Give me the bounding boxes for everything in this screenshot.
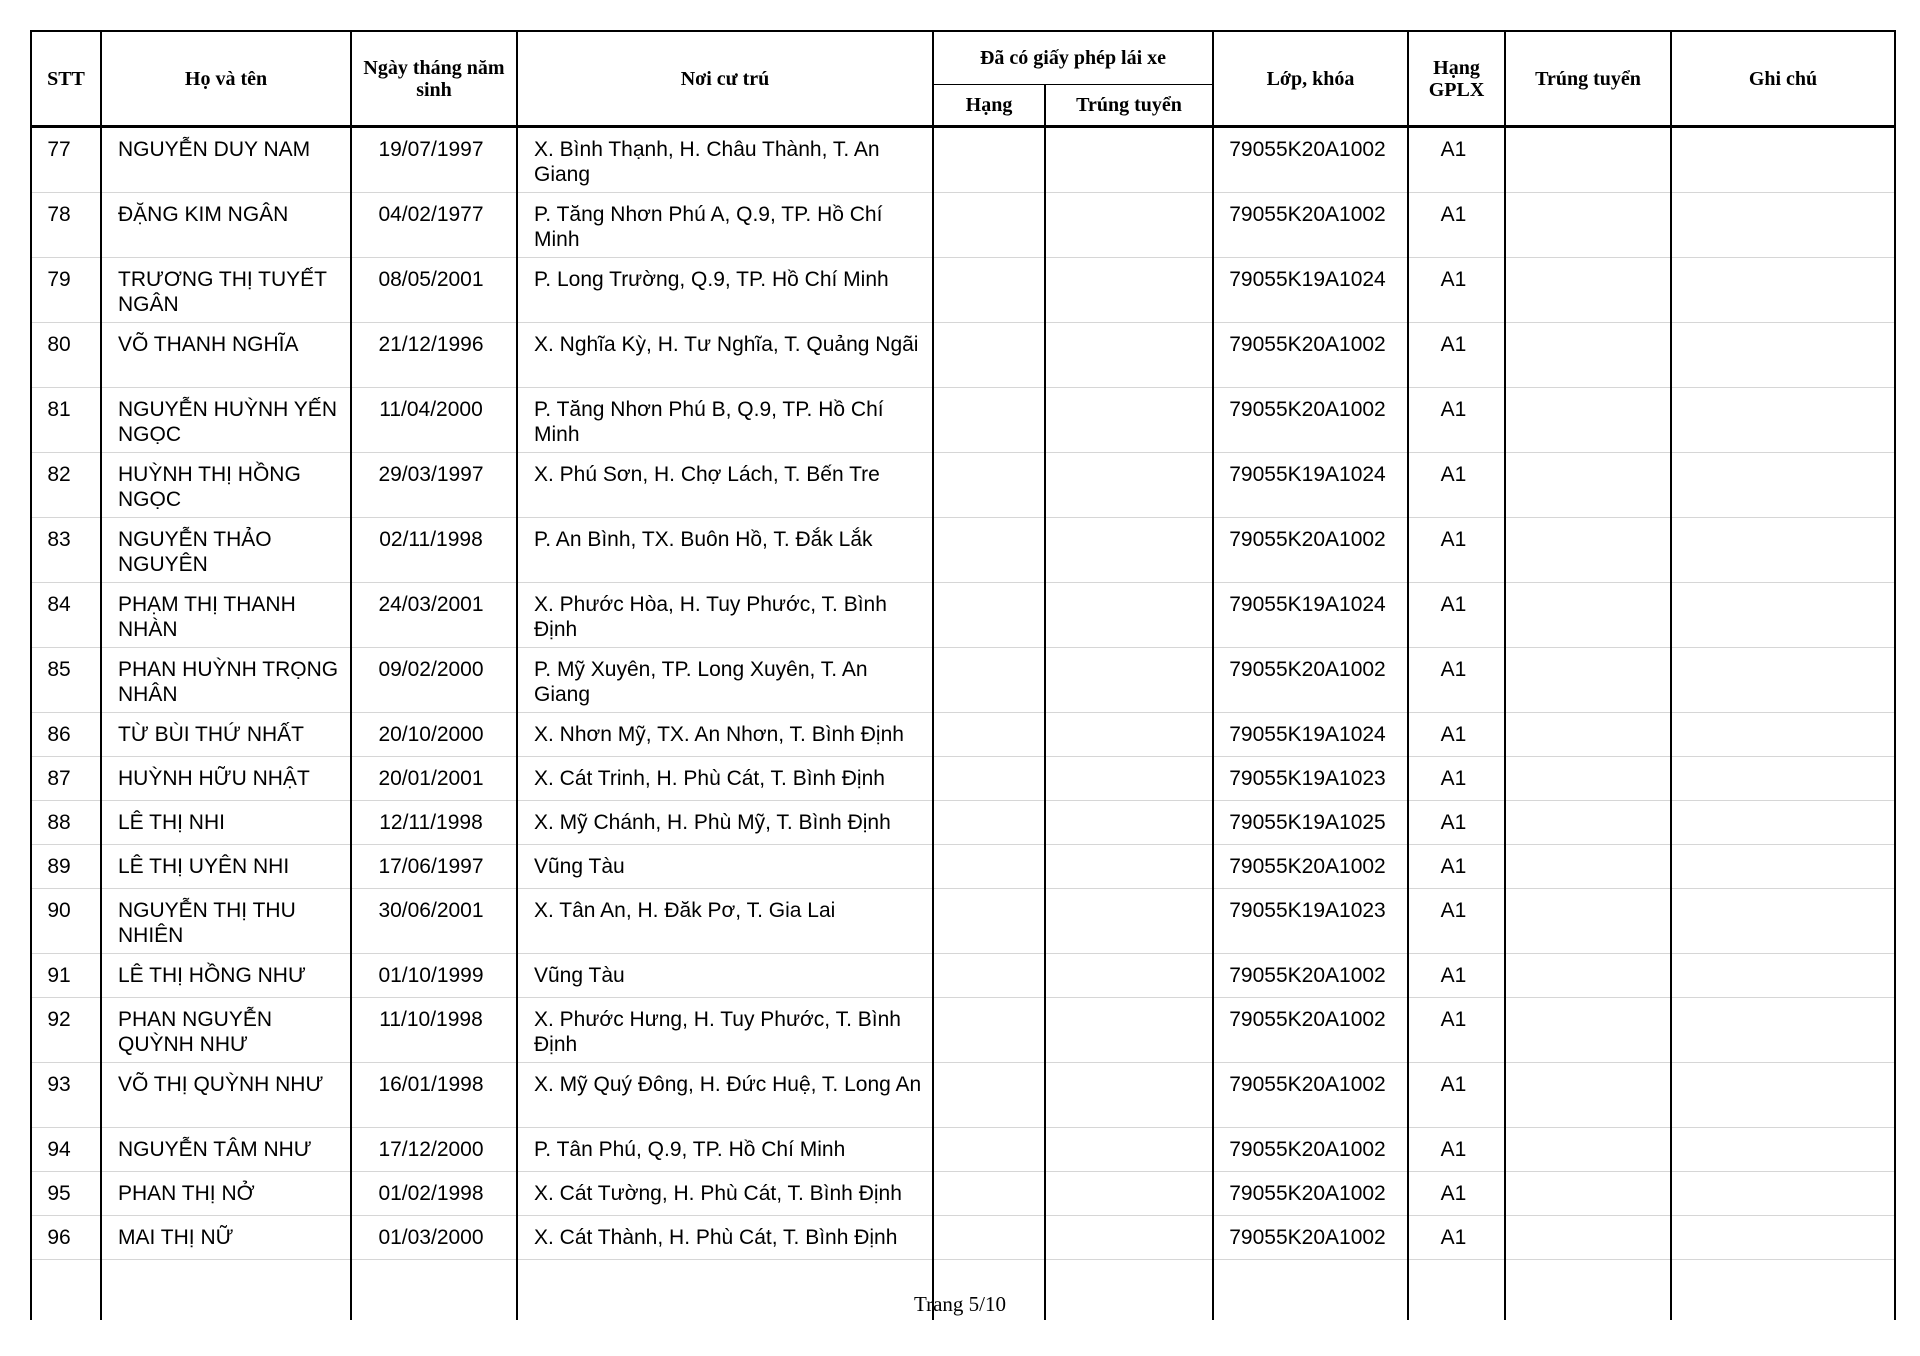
cell-license-passed: [1045, 388, 1213, 453]
cell-stt: 90: [31, 889, 101, 954]
cell-note: [1671, 258, 1895, 323]
cell-class-course: 79055K20A1002: [1213, 127, 1408, 193]
cell-dob: 01/03/2000: [351, 1216, 517, 1260]
cell-gplx-class: A1: [1408, 713, 1505, 757]
cell-class-course: 79055K20A1002: [1213, 388, 1408, 453]
cell-gplx-class: A1: [1408, 323, 1505, 388]
cell-stt: 96: [31, 1216, 101, 1260]
table-row: [31, 258, 1895, 323]
cell-dob: 30/06/2001: [351, 889, 517, 954]
cell-address: X. Phước Hưng, H. Tuy Phước, T. Bình Định: [517, 998, 933, 1063]
cell-name: LÊ THỊ UYÊN NHI: [101, 845, 351, 889]
cell-name: MAI THỊ NỮ: [101, 1216, 351, 1260]
cell-passed: [1505, 801, 1671, 845]
header-license-group: Đã có giấy phép lái xe: [933, 31, 1213, 85]
header-dob: Ngày tháng năm sinh: [351, 31, 517, 127]
table-row: [31, 127, 1895, 193]
cell-passed: [1505, 757, 1671, 801]
cell-license-class: [933, 323, 1045, 388]
cell-address: X. Tân An, H. Đăk Pơ, T. Gia Lai: [517, 889, 933, 954]
cell-stt: 92: [31, 998, 101, 1063]
cell-license-class: [933, 757, 1045, 801]
cell-class-course: 79055K20A1002: [1213, 845, 1408, 889]
cell-address: X. Nhơn Mỹ, TX. An Nhơn, T. Bình Định: [517, 713, 933, 757]
cell-passed: [1505, 998, 1671, 1063]
cell-class-course: 79055K20A1002: [1213, 1063, 1408, 1128]
cell-gplx-class: A1: [1408, 583, 1505, 648]
cell-dob: 01/02/1998: [351, 1172, 517, 1216]
cell-license-passed: [1045, 1063, 1213, 1128]
cell-dob: 21/12/1996: [351, 323, 517, 388]
cell-note: [1671, 193, 1895, 258]
cell-stt: 89: [31, 845, 101, 889]
cell-dob: 20/10/2000: [351, 713, 517, 757]
cell-class-course: 79055K19A1024: [1213, 453, 1408, 518]
cell-dob: 04/02/1977: [351, 193, 517, 258]
cell-address: X. Mỹ Quý Đông, H. Đức Huệ, T. Long An: [517, 1063, 933, 1128]
cell-passed: [1505, 453, 1671, 518]
cell-address: X. Nghĩa Kỳ, H. Tư Nghĩa, T. Quảng Ngãi: [517, 323, 933, 388]
cell-gplx-class: A1: [1408, 757, 1505, 801]
cell-class-course: 79055K20A1002: [1213, 323, 1408, 388]
cell-name: PHẠM THỊ THANH NHÀN: [101, 583, 351, 648]
header-passed: Trúng tuyển: [1505, 31, 1671, 127]
cell-license-passed: [1045, 1172, 1213, 1216]
table-row: [31, 954, 1895, 998]
cell-passed: [1505, 1216, 1671, 1260]
cell-note: [1671, 757, 1895, 801]
cell-license-passed: [1045, 453, 1213, 518]
cell-stt: 77: [31, 127, 101, 193]
cell-note: [1671, 1216, 1895, 1260]
cell-dob: 11/10/1998: [351, 998, 517, 1063]
cell-dob: 19/07/1997: [351, 127, 517, 193]
cell-class-course: 79055K20A1002: [1213, 648, 1408, 713]
cell-class-course: 79055K20A1002: [1213, 518, 1408, 583]
cell-gplx-class: A1: [1408, 648, 1505, 713]
cell-passed: [1505, 1063, 1671, 1128]
cell-class-course: 79055K19A1024: [1213, 258, 1408, 323]
cell-license-class: [933, 713, 1045, 757]
cell-license-passed: [1045, 323, 1213, 388]
cell-dob: 02/11/1998: [351, 518, 517, 583]
cell-license-class: [933, 648, 1045, 713]
cell-stt: 94: [31, 1128, 101, 1172]
table-body: [31, 127, 1895, 1321]
header-class-course: Lớp, khóa: [1213, 31, 1408, 127]
cell-gplx-class: A1: [1408, 127, 1505, 193]
cell-license-passed: [1045, 1128, 1213, 1172]
cell-address: X. Cát Trinh, H. Phù Cát, T. Bình Định: [517, 757, 933, 801]
cell-address: P. Long Trường, Q.9, TP. Hồ Chí Minh: [517, 258, 933, 323]
cell-license-class: [933, 1172, 1045, 1216]
cell-name: VÕ THANH NGHĨA: [101, 323, 351, 388]
cell-dob: 16/01/1998: [351, 1063, 517, 1128]
cell-address: X. Mỹ Chánh, H. Phù Mỹ, T. Bình Định: [517, 801, 933, 845]
cell-class-course: 79055K19A1023: [1213, 889, 1408, 954]
cell-license-passed: [1045, 889, 1213, 954]
cell-class-course: 79055K20A1002: [1213, 1128, 1408, 1172]
cell-license-class: [933, 127, 1045, 193]
table-row: [31, 713, 1895, 757]
cell-dob: 20/01/2001: [351, 757, 517, 801]
table-row: [31, 998, 1895, 1063]
cell-name: TỪ BÙI THỨ NHẤT: [101, 713, 351, 757]
cell-license-class: [933, 453, 1045, 518]
cell-address: P. Tăng Nhơn Phú B, Q.9, TP. Hồ Chí Minh: [517, 388, 933, 453]
cell-license-passed: [1045, 127, 1213, 193]
cell-name: PHAN NGUYỄN QUỲNH NHƯ: [101, 998, 351, 1063]
cell-dob: 17/06/1997: [351, 845, 517, 889]
cell-class-course: 79055K20A1002: [1213, 998, 1408, 1063]
cell-dob: 12/11/1998: [351, 801, 517, 845]
cell-note: [1671, 998, 1895, 1063]
cell-dob: 08/05/2001: [351, 258, 517, 323]
cell-license-passed: [1045, 757, 1213, 801]
cell-name: NGUYỄN THẢO NGUYÊN: [101, 518, 351, 583]
table-row: [31, 801, 1895, 845]
cell-passed: [1505, 127, 1671, 193]
cell-address: Vũng Tàu: [517, 845, 933, 889]
cell-class-course: 79055K19A1023: [1213, 757, 1408, 801]
cell-stt: 85: [31, 648, 101, 713]
cell-license-passed: [1045, 648, 1213, 713]
cell-stt: 93: [31, 1063, 101, 1128]
table-row: [31, 648, 1895, 713]
cell-passed: [1505, 1128, 1671, 1172]
cell-stt: 95: [31, 1172, 101, 1216]
cell-gplx-class: A1: [1408, 1172, 1505, 1216]
cell-passed: [1505, 388, 1671, 453]
cell-passed: [1505, 845, 1671, 889]
cell-dob: 09/02/2000: [351, 648, 517, 713]
cell-note: [1671, 1063, 1895, 1128]
cell-name: NGUYỄN THỊ THU NHIÊN: [101, 889, 351, 954]
cell-dob: 24/03/2001: [351, 583, 517, 648]
table-row: [31, 889, 1895, 954]
cell-note: [1671, 648, 1895, 713]
cell-gplx-class: A1: [1408, 1128, 1505, 1172]
cell-passed: [1505, 583, 1671, 648]
header-stt: STT: [31, 31, 101, 127]
cell-name: VÕ THỊ QUỲNH NHƯ: [101, 1063, 351, 1128]
table-row: [31, 453, 1895, 518]
cell-address: P. Tân Phú, Q.9, TP. Hồ Chí Minh: [517, 1128, 933, 1172]
cell-stt: 81: [31, 388, 101, 453]
cell-stt: 79: [31, 258, 101, 323]
cell-address: X. Phú Sơn, H. Chợ Lách, T. Bến Tre: [517, 453, 933, 518]
table-row: [31, 388, 1895, 453]
cell-note: [1671, 845, 1895, 889]
cell-license-class: [933, 388, 1045, 453]
cell-name: HUỲNH HỮU NHẬT: [101, 757, 351, 801]
cell-name: PHAN HUỲNH TRỌNG NHÂN: [101, 648, 351, 713]
cell-license-class: [933, 1128, 1045, 1172]
cell-passed: [1505, 648, 1671, 713]
header-name: Họ và tên: [101, 31, 351, 127]
cell-license-class: [933, 1216, 1045, 1260]
page-number: Trang 5/10: [914, 1292, 1006, 1316]
cell-license-class: [933, 1063, 1045, 1128]
cell-gplx-class: A1: [1408, 801, 1505, 845]
cell-name: TRƯƠNG THỊ TUYẾT NGÂN: [101, 258, 351, 323]
license-exam-table-container: [30, 30, 1894, 1320]
header-license-passed: Trúng tuyển: [1045, 85, 1213, 127]
cell-name: NGUYỄN DUY NAM: [101, 127, 351, 193]
cell-note: [1671, 583, 1895, 648]
header-address: Nơi cư trú: [517, 31, 933, 127]
cell-passed: [1505, 258, 1671, 323]
cell-gplx-class: A1: [1408, 889, 1505, 954]
cell-name: ĐẶNG KIM NGÂN: [101, 193, 351, 258]
table-row: [31, 1216, 1895, 1260]
cell-class-course: 79055K20A1002: [1213, 193, 1408, 258]
cell-address: P. Tăng Nhơn Phú A, Q.9, TP. Hồ Chí Minh: [517, 193, 933, 258]
cell-passed: [1505, 323, 1671, 388]
cell-license-class: [933, 258, 1045, 323]
cell-note: [1671, 1128, 1895, 1172]
cell-note: [1671, 1172, 1895, 1216]
cell-address: P. An Bình, TX. Buôn Hồ, T. Đắk Lắk: [517, 518, 933, 583]
cell-gplx-class: A1: [1408, 998, 1505, 1063]
cell-license-passed: [1045, 193, 1213, 258]
table-row: [31, 1063, 1895, 1128]
cell-passed: [1505, 193, 1671, 258]
cell-stt: 84: [31, 583, 101, 648]
header-license-class: Hạng: [933, 85, 1045, 127]
table-row: [31, 757, 1895, 801]
cell-gplx-class: A1: [1408, 518, 1505, 583]
table-row: [31, 323, 1895, 388]
cell-gplx-class: A1: [1408, 193, 1505, 258]
cell-passed: [1505, 518, 1671, 583]
cell-stt: 91: [31, 954, 101, 998]
cell-gplx-class: A1: [1408, 388, 1505, 453]
table-row: [31, 1128, 1895, 1172]
table-row: [31, 845, 1895, 889]
cell-license-class: [933, 801, 1045, 845]
cell-dob: 01/10/1999: [351, 954, 517, 998]
cell-license-class: [933, 845, 1045, 889]
cell-license-passed: [1045, 258, 1213, 323]
cell-stt: 80: [31, 323, 101, 388]
cell-passed: [1505, 954, 1671, 998]
cell-dob: 11/04/2000: [351, 388, 517, 453]
cell-license-passed: [1045, 518, 1213, 583]
cell-note: [1671, 453, 1895, 518]
cell-name: NGUYỄN TÂM NHƯ: [101, 1128, 351, 1172]
cell-class-course: 79055K20A1002: [1213, 1172, 1408, 1216]
cell-address: X. Phước Hòa, H. Tuy Phước, T. Bình Định: [517, 583, 933, 648]
table-row: [31, 518, 1895, 583]
cell-license-passed: [1045, 713, 1213, 757]
cell-note: [1671, 889, 1895, 954]
cell-class-course: 79055K19A1024: [1213, 713, 1408, 757]
cell-name: LÊ THỊ NHI: [101, 801, 351, 845]
cell-license-class: [933, 889, 1045, 954]
license-exam-table: [30, 30, 1896, 1320]
cell-license-class: [933, 518, 1045, 583]
cell-name: LÊ THỊ HỒNG NHƯ: [101, 954, 351, 998]
cell-license-class: [933, 998, 1045, 1063]
cell-license-passed: [1045, 801, 1213, 845]
cell-name: NGUYỄN HUỲNH YẾN NGỌC: [101, 388, 351, 453]
cell-class-course: 79055K20A1002: [1213, 954, 1408, 998]
cell-license-passed: [1045, 583, 1213, 648]
table-header: [31, 31, 1895, 127]
cell-gplx-class: A1: [1408, 845, 1505, 889]
cell-license-passed: [1045, 998, 1213, 1063]
cell-note: [1671, 801, 1895, 845]
cell-stt: 78: [31, 193, 101, 258]
cell-passed: [1505, 713, 1671, 757]
cell-address: P. Mỹ Xuyên, TP. Long Xuyên, T. An Giang: [517, 648, 933, 713]
cell-note: [1671, 127, 1895, 193]
cell-address: X. Bình Thạnh, H. Châu Thành, T. An Giang: [517, 127, 933, 193]
cell-passed: [1505, 1172, 1671, 1216]
table-row: [31, 1172, 1895, 1216]
header-note: Ghi chú: [1671, 31, 1895, 127]
cell-note: [1671, 954, 1895, 998]
cell-gplx-class: A1: [1408, 258, 1505, 323]
table-row: [31, 583, 1895, 648]
cell-stt: 88: [31, 801, 101, 845]
cell-stt: 86: [31, 713, 101, 757]
cell-class-course: 79055K19A1025: [1213, 801, 1408, 845]
table-row: [31, 193, 1895, 258]
header-gplx-class: Hạng GPLX: [1408, 31, 1505, 127]
cell-name: PHAN THỊ NỞ: [101, 1172, 351, 1216]
cell-license-class: [933, 193, 1045, 258]
cell-note: [1671, 388, 1895, 453]
cell-address: Vũng Tàu: [517, 954, 933, 998]
cell-name: HUỲNH THỊ HỒNG NGỌC: [101, 453, 351, 518]
cell-gplx-class: A1: [1408, 954, 1505, 998]
cell-license-passed: [1045, 954, 1213, 998]
cell-note: [1671, 713, 1895, 757]
cell-note: [1671, 323, 1895, 388]
cell-gplx-class: A1: [1408, 1216, 1505, 1260]
cell-passed: [1505, 889, 1671, 954]
cell-stt: 87: [31, 757, 101, 801]
cell-note: [1671, 518, 1895, 583]
cell-class-course: 79055K19A1024: [1213, 583, 1408, 648]
cell-address: X. Cát Thành, H. Phù Cát, T. Bình Định: [517, 1216, 933, 1260]
cell-gplx-class: A1: [1408, 1063, 1505, 1128]
cell-gplx-class: A1: [1408, 453, 1505, 518]
cell-stt: 83: [31, 518, 101, 583]
cell-stt: 82: [31, 453, 101, 518]
cell-class-course: 79055K20A1002: [1213, 1216, 1408, 1260]
cell-address: X. Cát Tường, H. Phù Cát, T. Bình Định: [517, 1172, 933, 1216]
cell-license-passed: [1045, 1216, 1213, 1260]
cell-license-class: [933, 954, 1045, 998]
cell-dob: 17/12/2000: [351, 1128, 517, 1172]
cell-license-class: [933, 583, 1045, 648]
cell-license-passed: [1045, 845, 1213, 889]
cell-dob: 29/03/1997: [351, 453, 517, 518]
